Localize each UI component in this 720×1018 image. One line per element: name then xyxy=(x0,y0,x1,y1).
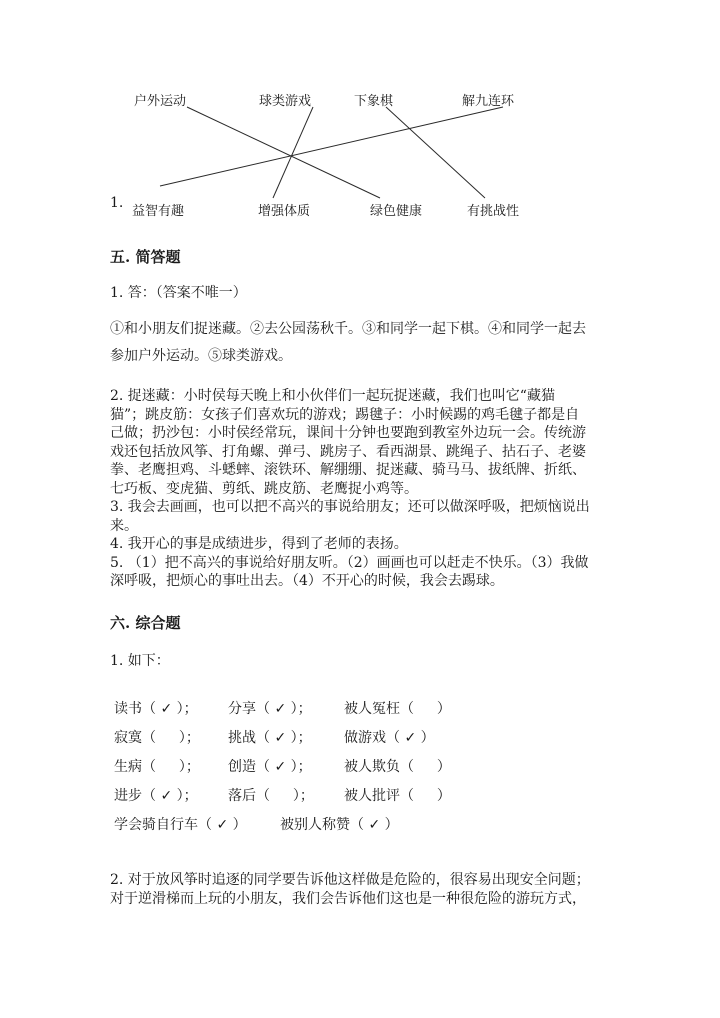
match-bottom-1: 益智有趣 xyxy=(132,204,185,219)
q2-line: 2. 捉迷藏：小时侯每天晚上和小伙伴们一起玩捉迷藏，我们也叫它“藏猫 xyxy=(110,388,555,404)
grid-cell: 读书（ ✓ ）； xyxy=(114,701,198,717)
q2-line: 七巧板、变虎猫、剪纸、跳皮筋、老鹰捉小鸡等。 xyxy=(110,480,418,497)
match-top-3: 下象棋 xyxy=(354,94,394,109)
grid-cell: 生病（ ）； xyxy=(114,759,200,775)
section5-q1-line2: 参加户外运动。⑤球类游戏。 xyxy=(110,348,292,364)
match-line-chess-to-challenge xyxy=(386,107,485,198)
matching-lines xyxy=(0,0,720,230)
q2-line: 2. 对于放风筝时追逐的同学要告诉他这样做是危险的，很容易出现安全问题； xyxy=(110,872,590,888)
match-bottom-2: 增强体质 xyxy=(258,204,311,219)
match-bottom-4: 有挑战性 xyxy=(467,204,520,219)
match-top-2: 球类游戏 xyxy=(259,94,312,109)
grid-cell: 进步（ ✓ ）； xyxy=(114,788,198,804)
grid-cell: 被人批评（ ） xyxy=(344,788,451,804)
section6-q2 xyxy=(110,871,610,908)
match-top-4: 解九连环 xyxy=(462,94,515,109)
match-bottom-3: 绿色健康 xyxy=(370,204,423,219)
section5-q1-head: 1. 答：（答案不唯一） xyxy=(110,285,247,301)
grid-cell: 寂寞（ ）； xyxy=(114,730,200,746)
q2-line: 拳、老鹰担鸡、斗蟋蟀、滚铁环、解绷绷、捉迷藏、骑马马、拔纸牌、折纸、 xyxy=(110,462,586,478)
section5-title: 五. 简答题 xyxy=(110,248,181,266)
match-line-outdoor-to-green xyxy=(187,107,380,198)
grid-cell: 学会骑自行车（ ✓ ） xyxy=(114,817,247,833)
grid-cell: 分享（ ✓ ）； xyxy=(228,701,312,717)
q2-line: 猫”；跳皮筋：女孩子们喜欢玩的游戏；踢毽子：小时候踢的鸡毛毽子都是自 xyxy=(110,406,580,423)
match-number: 1. xyxy=(110,195,124,211)
grid-cell: 落后（ ）； xyxy=(228,788,314,804)
q5-line: 5. （1）把不高兴的事说给好朋友听。（2）画画也可以赶走不快乐。（3）我做 xyxy=(110,554,589,571)
grid-cell: 被别人称赞（ ✓ ） xyxy=(280,817,399,833)
grid-cell: 创造（ ✓ ）； xyxy=(228,759,312,775)
section5-q1-line1: ①和小朋友们捉迷藏。②去公园荡秋千。③和同学一起下棋。④和同学一起去 xyxy=(110,321,586,337)
grid-cell: 挑战（ ✓ ）； xyxy=(228,730,312,746)
grid-cell: 被人欺负（ ） xyxy=(344,759,451,775)
q2-line: 对于逆滑梯而上玩的小朋友，我们会告诉他们这也是一种很危险的游玩方式， xyxy=(110,890,586,907)
q5-line: 深呼吸，把烦心的事吐出去。（4）不开心的时候，我会去踢球。 xyxy=(110,573,504,589)
grid-cell: 做游戏（ ✓ ） xyxy=(344,730,435,746)
section5-q2 xyxy=(110,387,610,591)
q4-line: 4. 我开心的事是成绩进步，得到了老师的表扬。 xyxy=(110,536,408,552)
grid-cell: 被人冤枉（ ） xyxy=(344,701,451,717)
q3-line: 来。 xyxy=(110,517,138,534)
section6-title: 六. 综合题 xyxy=(110,614,181,632)
q2-line: 戏还包括放风筝、打角螺、弹弓、跳房子、看西湖景、跳绳子、拈石子、老婆 xyxy=(110,443,586,460)
q2-line: 己做；扔沙包：小时侯经常玩，课间十分钟也要跑到教室外边玩一会。传统游 xyxy=(110,425,586,441)
match-top-1: 户外运动 xyxy=(134,94,187,109)
q3-line: 3. 我会去画画，也可以把不高兴的事说给朋友；还可以做深呼吸，把烦恼说出 xyxy=(110,499,590,515)
section6-q1-head: 1. 如下： xyxy=(110,653,170,669)
